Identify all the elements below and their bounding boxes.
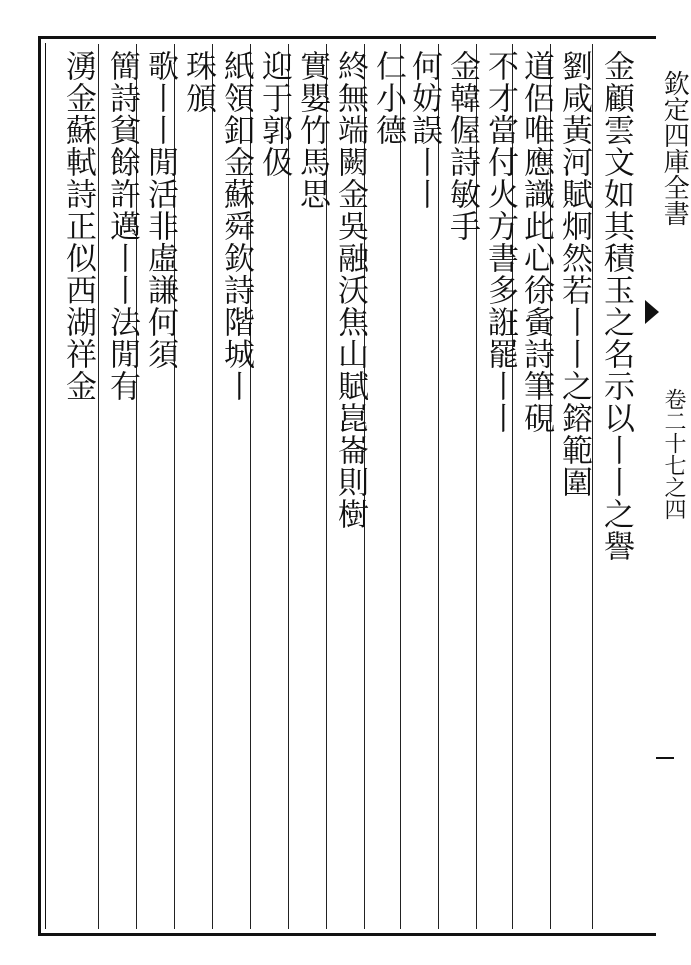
text-column-12: 珠頒	[180, 50, 216, 114]
margin-section-label: 卷二十七之四	[661, 388, 686, 520]
fish-tail-mark	[645, 300, 659, 324]
text-column-2: 劉咸黃河賦炯然若丨丨之鎔範圍	[556, 50, 592, 498]
text-column-6: 何妨誤丨丨	[406, 50, 442, 210]
column-separator	[592, 44, 593, 929]
text-column-3: 道侶唯應識此心徐夤詩筆硯	[518, 50, 554, 434]
text-column-13: 歌丨丨閒活非虛謙何須	[142, 50, 178, 370]
text-column-4: 不才當付火方書多誑罷丨丨	[482, 50, 518, 434]
text-column-11: 紙領釦金蘇舜欽詩階城丨	[218, 50, 254, 402]
text-column-15: 湧金蘇軾詩正似西湖祥金	[60, 50, 96, 402]
frame-inner-line	[45, 43, 46, 929]
text-column-14: 簡詩貧餘許邁丨丨法閒有	[104, 50, 140, 402]
text-column-5: 金韓偓詩敏手	[444, 50, 480, 242]
text-column-1: 金顧雲文如其積玉之名示以丨丨之譽	[598, 50, 634, 562]
margin-tick	[656, 757, 674, 759]
text-column-8: 終無端闕金吳融沃焦山賦崑崙則樹	[332, 50, 368, 530]
text-column-10: 迎于郭伋	[256, 50, 292, 178]
text-column-9: 實嬰竹馬思	[294, 50, 330, 210]
column-separator	[98, 44, 99, 929]
text-column-7: 仁小德	[370, 50, 406, 146]
margin-book-title: 欽定四庫全書	[659, 70, 690, 226]
